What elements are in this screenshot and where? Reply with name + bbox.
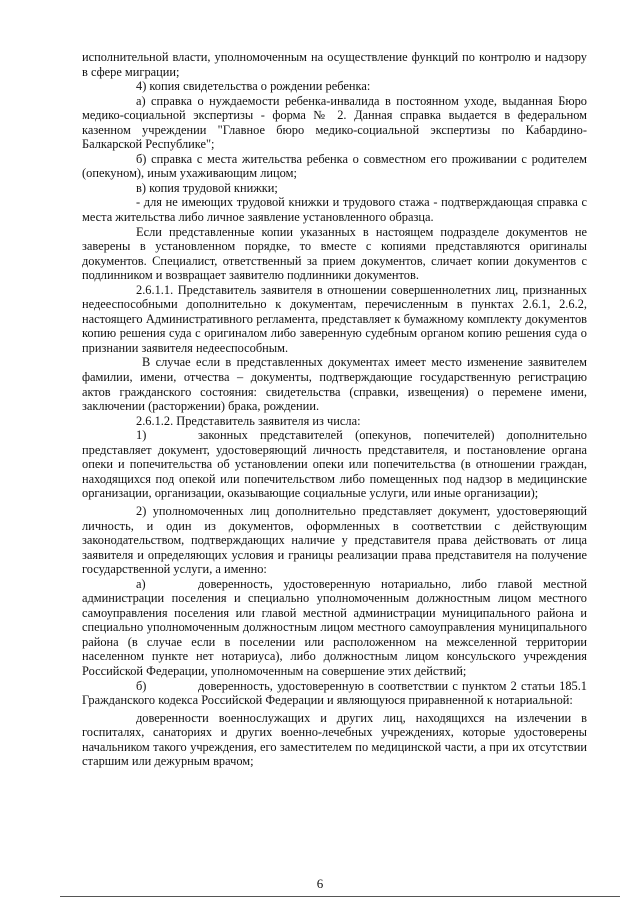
paragraph: а) справка о нуждаемости ребенка-инвалида в постоянном уходе, выданная Бюро медико-социальной экспертизы - форма № 2. Данная справка выдается в федеральном казенном учреждении "Главное бюро медико-социальной экспертизы по Кабардино-Балкарской Республике"; [82,93,587,152]
paragraph [82,577,587,679]
list-marker: б) [136,678,147,693]
paragraph: Если представленные копии указанных в настоящем подразделе документов не заверены в установленном порядке, то вместе с копиями представляются оригиналы документов. Специалист, ответственный за прием документов, сличает копии документов с подлинником и возвращает заявителю подлинники документов. [82,224,587,283]
paragraph: 2.6.1.1. Представитель заявителя в отношении совершеннолетних лиц, признанных недееспособными дополнительно к документам, перечисленным в пунктах 2.6.1, 2.6.2, настоящего Административного регламента, представляет к бумажному комплекту документов копию решения суда с оригиналом либо заверенную судебным органом копию решения суда о признании заявителя недееспособным. [82,282,587,355]
paragraph: б) справка с места жительства ребенка о совместном его проживании с родителем (опекуном), иным ухаживающим лицом; [82,151,587,181]
paragraph-text: законных представителей (опекунов, попечителей) дополнительно представляет документ, удостоверяющий личность представителя, и постановление органа опеки и попечительства об установлении опеки или попечительства (в отношении граждан, находящихся под опекой или попечительством либо помещенных под надзор в медицинские организации, организации, оказывающие социальные услуги, или иные организации); [82,428,587,501]
paragraph [82,428,587,501]
paragraph: 4) копия свидетельства о рождении ребенка: [136,79,371,94]
paragraph: в) копия трудовой книжки; [136,180,278,195]
page-number: 6 [316,876,324,891]
list-marker: 1) [136,428,147,443]
document-page [82,50,587,769]
paragraph: В случае если в представленных документах имеет место изменение заявителем фамилии, имени, отчества – документы, подтверждающие государственную регистрацию актов гражданского состояния: свидетельства (справки, извещения) о перемене имени, заключении (расторжении) брака, рождении. [82,355,587,414]
paragraph: 2) уполномоченных лиц дополнительно представляет документ, удостоверяющий личность, и один из документов, оформленных в соответствии с действующим законодательством, подтверждающих наличие у представителя права действовать от лица заявителя и определяющих условия и границы реализации права представителя на получение государственной услуги, а именно: [82,503,587,577]
paragraph: - для не имеющих трудовой книжки и трудового стажа - подтверждающая справка с места жительства либо личное заявление установленного образца. [82,195,587,225]
paragraph [82,679,587,708]
paragraph-text: доверенность, удостоверенную нотариально, либо главой местной администрации поселения и специально уполномоченным должностным лицом местного самоуправления поселения или главой местной администрации муниципального района и специально уполномоченным должностным лицом местного самоуправления муниципального района (в случае если в поселении или расположенном на межселенной территории населенном пункте нет нотариуса), либо должностным лицом консульского учреждения Российской Федерации, уполномоченным на совершение этих действий; [82,576,587,678]
paragraph: доверенности военнослужащих и других лиц, находящихся на излечении в госпиталях, санаториях и других военно-лечебных учреждениях, которые удостоверены начальником такого учреждения, его заместителем по медицинской части, а при их отсутствии старшим или дежурным врачом; [82,710,587,769]
paragraph: исполнительной власти, уполномоченным на осуществление функций по контролю и надзору в сфере миграции; [82,50,587,79]
scan-edge-line [60,896,620,897]
paragraph-text: доверенность, удостоверенную в соответствии с пунктом 2 статьи 185.1 Гражданского кодекса Российской Федерации и являющуюся приравненной к нотариальной: [82,678,587,708]
list-marker: а) [136,576,146,591]
paragraph: 2.6.1.2. Представитель заявителя из числа: [136,413,361,428]
